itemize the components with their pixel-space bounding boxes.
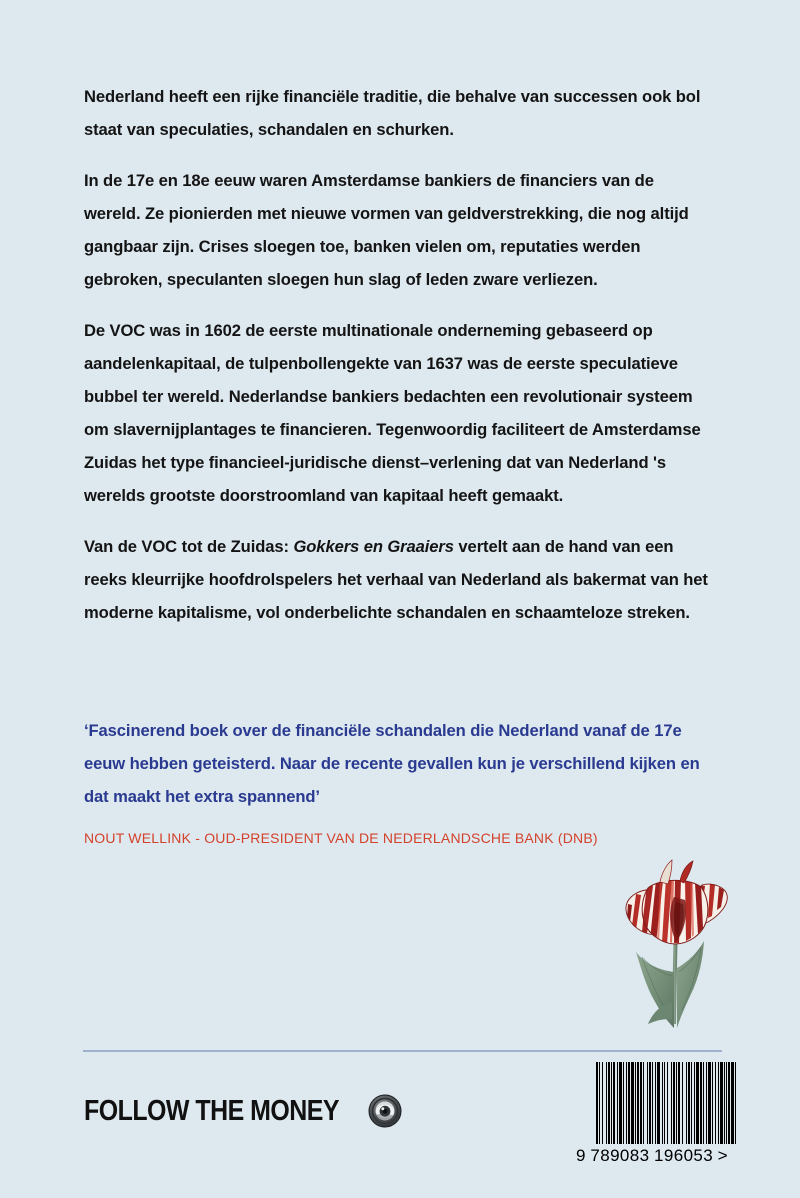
publisher-wordmark: FOLLOW THE MONEY xyxy=(84,1095,339,1127)
striped-tulip-illustration xyxy=(612,852,738,1032)
review-quote-block xyxy=(84,714,712,848)
blurb-paragraph-2: In de 17e en 18e eeuw waren Amsterdamse bankiers de financiers van de wereld. Ze pionierden met nieuwe vormen van geldverstrekking, die nog altijd gangbaar zijn. Crises sloegen toe, banken vielen om, reputaties werden gebroken, speculanten sloegen hun slag of leden zware verliezen. xyxy=(84,171,689,289)
blurb-paragraph-1: Nederland heeft een rijke financiële traditie, die behalve van successen ook bol staat van speculaties, schandalen en schurken. xyxy=(84,87,701,139)
barcode-digit-suffix: > xyxy=(717,1146,728,1165)
camera-lens-eye-icon xyxy=(368,1094,402,1128)
review-quote-attribution: NOUT WELLINK - OUD-PRESIDENT VAN DE NEDERLANDSCHE BANK (DNB) xyxy=(84,830,598,846)
barcode-digit-group-1: 789083 xyxy=(590,1146,650,1165)
publisher-logo xyxy=(84,1094,402,1128)
blurb-text-block xyxy=(84,80,712,629)
barcode-digit-prefix: 9 xyxy=(576,1146,586,1165)
blurb-paragraph-4 xyxy=(84,530,712,629)
barcode-digit-group-2: 196053 xyxy=(654,1146,714,1165)
barcode-digits xyxy=(576,1146,728,1166)
isbn-barcode xyxy=(576,1062,738,1166)
blurb-paragraph-4-lead: Van de VOC tot de Zuidas: xyxy=(84,537,294,556)
blurb-paragraph-4-tail: vertelt aan de hand van een reeks kleurrijke hoofdrolspelers het verhaal van Nederland als bakermat van het moderne kapitalisme, vol onderbelichte schandalen en schaamteloze streken. xyxy=(84,537,708,622)
barcode-bars xyxy=(596,1062,738,1144)
footer-divider xyxy=(83,1050,722,1052)
book-title-italic: Gokkers en Graaiers xyxy=(293,537,454,556)
blurb-paragraph-3: De VOC was in 1602 de eerste multinationale onderneming gebaseerd op aandelenkapitaal, de tulpenbollengekte van 1637 was de eerste speculatieve bubbel ter wereld. Nederlandse bankiers bedachten een revolutionair systeem om slavernijplantages te financieren. Tegenwoordig faciliteert de Amsterdamse Zuidas het type financieel-juridische dienst–verlening dat van Nederland 's werelds grootste doorstroomland van kapitaal heeft gemaakt. xyxy=(84,321,701,505)
review-quote-text: ‘Fascinerend boek over de financiële schandalen die Nederland vanaf de 17e eeuw hebben geteisterd. Naar de recente gevallen kun je verschillend kijken en dat maakt het extra spannend’ xyxy=(84,721,700,806)
